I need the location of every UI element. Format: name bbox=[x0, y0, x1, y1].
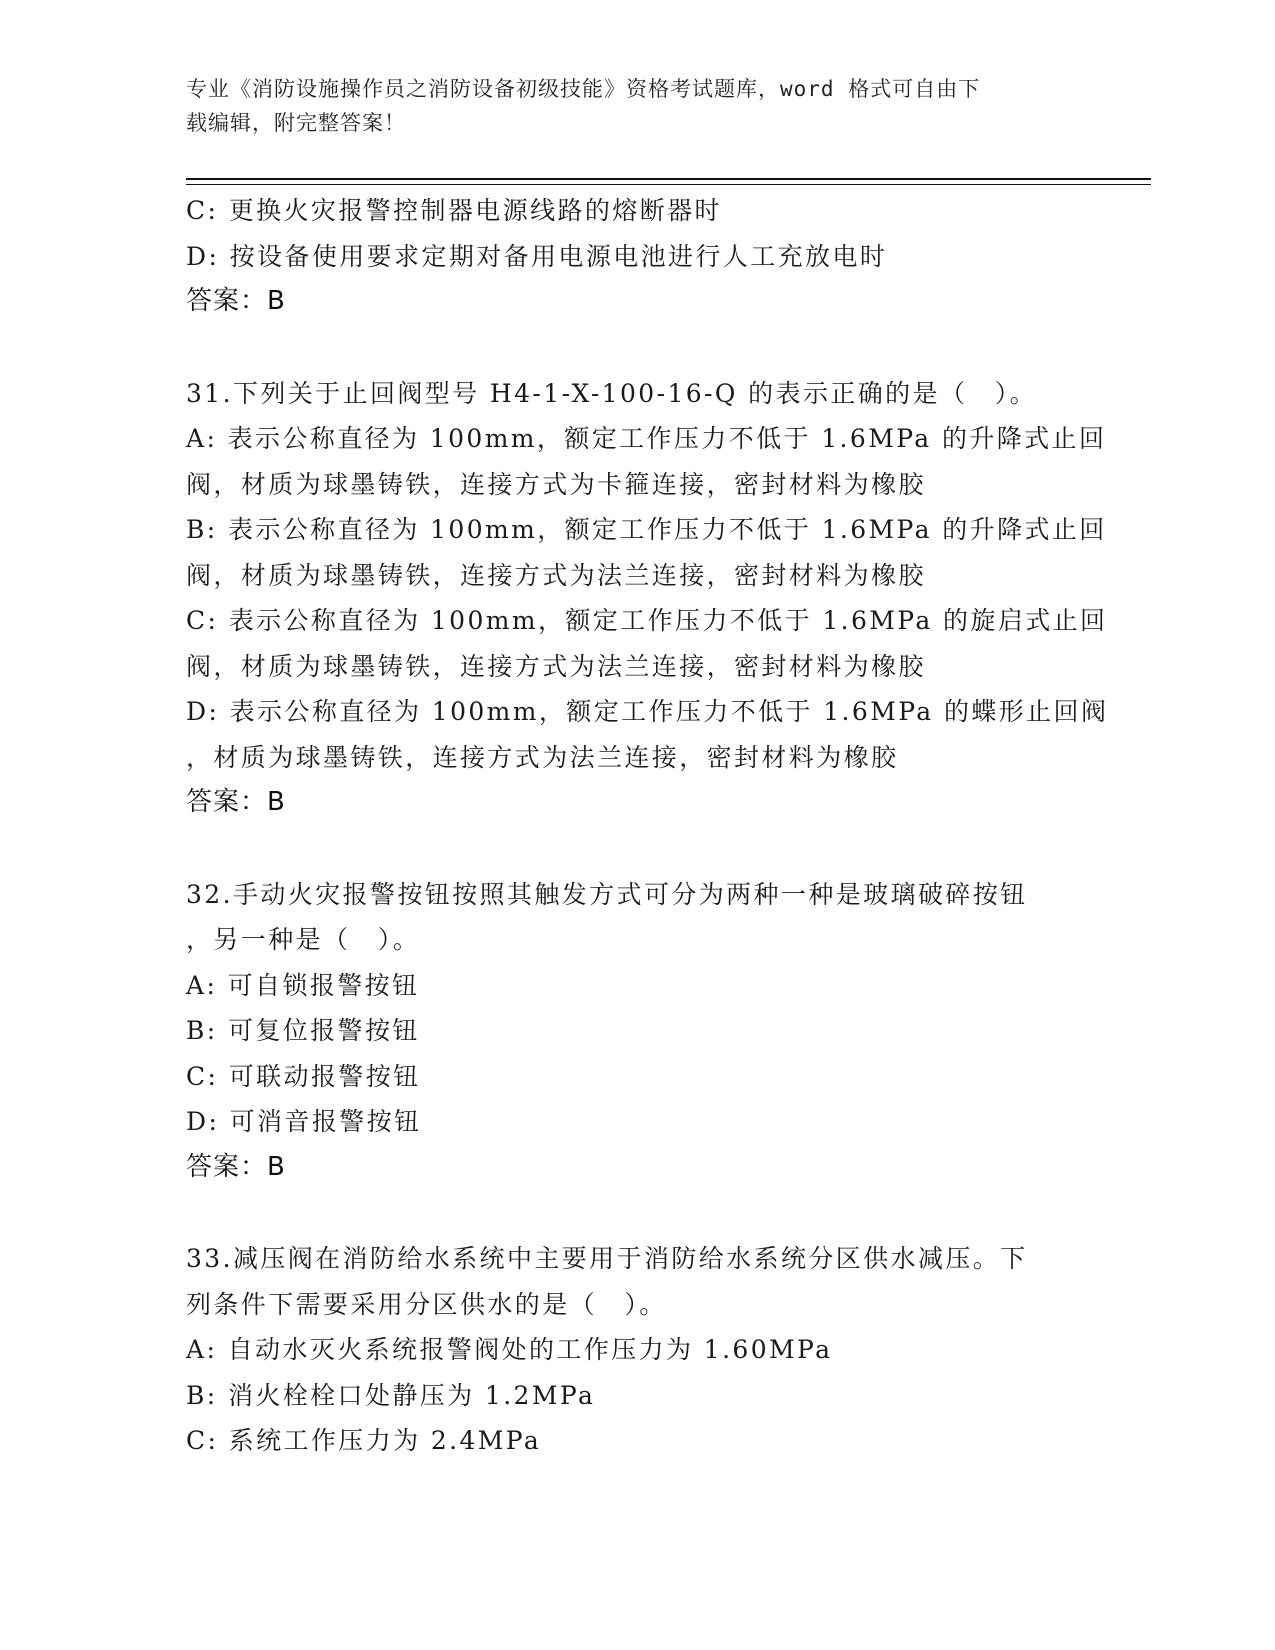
document-body bbox=[186, 188, 1109, 1464]
answer-line: 答案：B bbox=[186, 286, 286, 316]
question-stem: 31.下列关于止回阀型号 H4-1-X-100-16-Q 的表示正确的是（ ）。 bbox=[186, 378, 1038, 408]
question-31 bbox=[186, 371, 1109, 826]
spacer bbox=[186, 325, 1086, 371]
option-d: D: 可消音报警按钮 bbox=[186, 1107, 422, 1136]
option-b-line-1: B: 表示公称直径为 100mm，额定工作压力不低于 1.6MPa 的升降式止回 bbox=[186, 515, 1107, 544]
question-stem-line-2: 列条件下需要采用分区供水的是（ ）。 bbox=[186, 1289, 667, 1319]
answer-line: 答案：B bbox=[186, 1151, 286, 1182]
question-stem-line-1: 33.减压阀在消防给水系统中主要用于消防给水系统分区供水减压。下 bbox=[186, 1244, 1028, 1273]
option-b-line-2: 阀，材质为球墨铸铁，连接方式为法兰连接，密封材料为橡胶 bbox=[186, 560, 926, 590]
option-c: C: 系统工作压力为 2.4MPa bbox=[186, 1426, 542, 1455]
spacer bbox=[186, 826, 1086, 872]
header-rule-thin bbox=[186, 184, 1151, 185]
header-line-2: 载编辑，附完整答案！ bbox=[186, 111, 406, 135]
option-d: D: 按设备使用要求定期对备用电源电池进行人工充放电时 bbox=[186, 241, 888, 271]
question-30-continuation bbox=[186, 188, 1086, 325]
option-a: A: 可自锁报警按钮 bbox=[186, 970, 420, 1000]
option-c: C: 可联动报警按钮 bbox=[186, 1061, 421, 1091]
question-stem-line-2: ，另一种是（ ）。 bbox=[186, 925, 421, 954]
option-a-line-2: 阀，材质为球墨铸铁，连接方式为卡箍连接，密封材料为橡胶 bbox=[186, 469, 926, 499]
option-d-line-1: D: 表示公称直径为 100mm，额定工作压力不低于 1.6MPa 的蝶形止回阀 bbox=[186, 697, 1109, 726]
option-b: B: 可复位报警按钮 bbox=[186, 1016, 420, 1045]
header-line-1: 专业《消防设施操作员之消防设备初级技能》资格考试题库，word 格式可自由下 bbox=[186, 77, 981, 101]
question-33 bbox=[186, 1236, 1086, 1464]
document-header bbox=[186, 72, 1066, 140]
option-c-line-2: 阀，材质为球墨铸铁，连接方式为法兰连接，密封材料为橡胶 bbox=[186, 651, 926, 681]
option-c: C: 更换火灾报警控制器电源线路的熔断器时 bbox=[186, 196, 722, 225]
option-b: B: 消火栓栓口处静压为 1.2MPa bbox=[186, 1380, 596, 1410]
header-rule-thick bbox=[186, 178, 1151, 180]
option-c-line-1: C: 表示公称直径为 100mm，额定工作压力不低于 1.6MPa 的旋启式止回 bbox=[186, 606, 1108, 635]
question-stem-line-1: 32.手动火灾报警按钮按照其触发方式可分为两种一种是玻璃破碎按钮 bbox=[186, 879, 1028, 909]
option-d-line-2: ，材质为球墨铸铁，连接方式为法兰连接，密封材料为橡胶 bbox=[186, 742, 899, 772]
question-32 bbox=[186, 872, 1086, 1191]
option-a: A: 自动水灭火系统报警阀处的工作压力为 1.60MPa bbox=[186, 1335, 833, 1364]
answer-line: 答案：B bbox=[186, 787, 286, 817]
spacer bbox=[186, 1190, 1086, 1236]
option-a-line-1: A: 表示公称直径为 100mm，额定工作压力不低于 1.6MPa 的升降式止回 bbox=[186, 424, 1107, 453]
